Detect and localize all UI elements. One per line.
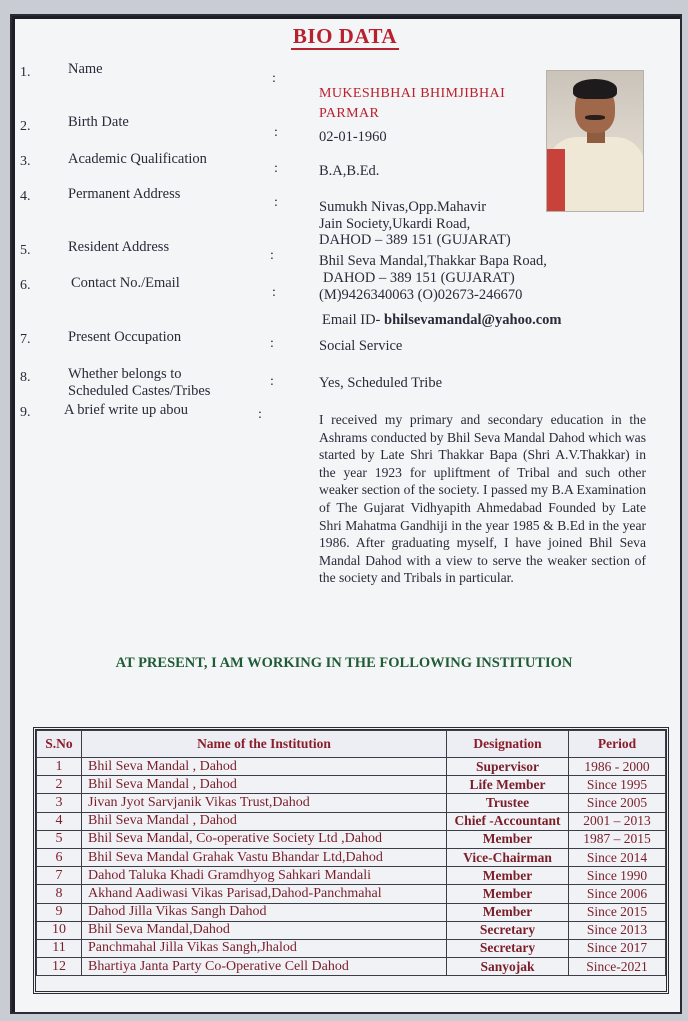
cell-designation: Vice-Chairman (447, 848, 569, 866)
cell-designation: Trustee (447, 794, 569, 812)
col-header-designation: Designation (447, 731, 569, 758)
table-row (37, 812, 666, 830)
cell-sno: 2 (37, 776, 82, 794)
cell-institution: Bhil Seva Mandal , Dahod (82, 812, 447, 830)
cell-period: Since 2014 (569, 848, 666, 866)
cell-sno: 12 (37, 958, 82, 976)
cell-institution: Dahod Taluka Khadi Gramdhyog Sahkari Mandali (82, 867, 447, 885)
institutions-table (33, 727, 669, 994)
table-row (37, 903, 666, 921)
cell-institution: Akhand Aadiwasi Vikas Parisad,Dahod-Panchmahal (82, 885, 447, 903)
cell-sno: 4 (37, 812, 82, 830)
cell-institution: Bhil Seva Mandal , Dahod (82, 776, 447, 794)
cell-sno: 3 (37, 794, 82, 812)
cell-period: Since 2013 (569, 921, 666, 939)
cell-designation: Supervisor (447, 758, 569, 776)
cell-designation: Member (447, 867, 569, 885)
page-title: BIO DATA (292, 24, 398, 48)
cell-period: Since 1995 (569, 776, 666, 794)
email-value: bhilsevamandal@yahoo.com (384, 312, 562, 328)
cell-sno: 8 (37, 885, 82, 903)
table-row (37, 885, 666, 903)
name-value: MUKESHBHAI BHIMJIBHAI PARMAR (319, 86, 506, 121)
cell-period: 2001 – 2013 (569, 812, 666, 830)
institutions-heading: AT PRESENT, I AM WORKING IN THE FOLLOWING INSTITUTION (115, 655, 573, 671)
cell-period: 1987 – 2015 (569, 830, 666, 848)
cell-designation: Chief -Accountant (447, 812, 569, 830)
table-row (37, 758, 666, 776)
cell-institution: Dahod Jilla Vikas Sangh Dahod (82, 903, 447, 921)
table-row (37, 776, 666, 794)
cell-sno: 6 (37, 848, 82, 866)
brief-text: I received my primary and secondary education in the Ashrams conducted by Bhil Seva Mandal Dahod which was started by Late Shri Thakkar Bapa (Shri A.V.Thakkar) in the year 1923 for upliftment of Tribal and such other weaker section of the society. I passed my B.A Examination of The Gujarat Vidhyapith Ahmedabad Founded by Late Shri Mahatma Gandhiji in the year 1985 & B.Ed in the year 1986. After graduating myself, I have joined Bhil Seva Mandal Dahod with a view to serve the weaker section of the society and Tribals in particular. (319, 412, 646, 586)
table-row (37, 921, 666, 939)
cell-institution: Bhil Seva Mandal Grahak Vastu Bhandar Ltd,Dahod (82, 848, 447, 866)
cell-institution: Bhil Seva Mandal, Co-operative Society Ltd ,Dahod (82, 830, 447, 848)
cell-sno: 10 (37, 921, 82, 939)
table-row (37, 939, 666, 957)
cell-designation: Secretary (447, 921, 569, 939)
cell-period: Since 2005 (569, 794, 666, 812)
cell-designation: Member (447, 830, 569, 848)
cell-sno: 5 (37, 830, 82, 848)
cell-institution: Bhil Seva Mandal,Dahod (82, 921, 447, 939)
cell-period: Since 2017 (569, 939, 666, 957)
profile-photo (546, 70, 644, 212)
cell-sno: 9 (37, 903, 82, 921)
cell-designation: Member (447, 903, 569, 921)
cell-period: Since-2021 (569, 958, 666, 976)
cell-period: Since 1990 (569, 867, 666, 885)
cell-period: Since 2006 (569, 885, 666, 903)
col-header-institution: Name of the Institution (82, 731, 447, 758)
table-row (37, 830, 666, 848)
cell-sno: 1 (37, 758, 82, 776)
cell-designation: Life Member (447, 776, 569, 794)
col-header-sno: S.No (37, 731, 82, 758)
table-row (37, 848, 666, 866)
cell-sno: 7 (37, 867, 82, 885)
cell-designation: Sanyojak (447, 958, 569, 976)
cell-institution: Jivan Jyot Sarvjanik Vikas Trust,Dahod (82, 794, 447, 812)
cell-period: 1986 - 2000 (569, 758, 666, 776)
cell-designation: Member (447, 885, 569, 903)
table-row (37, 794, 666, 812)
cell-institution: Panchmahal Jilla Vikas Sangh,Jhalod (82, 939, 447, 957)
table-header-row (37, 731, 666, 758)
table-row (37, 867, 666, 885)
table-row (37, 958, 666, 976)
col-header-period: Period (569, 731, 666, 758)
cell-institution: Bhil Seva Mandal , Dahod (82, 758, 447, 776)
cell-sno: 11 (37, 939, 82, 957)
cell-designation: Secretary (447, 939, 569, 957)
field-label: Name (68, 61, 103, 77)
cell-period: Since 2015 (569, 903, 666, 921)
cell-institution: Bhartiya Janta Party Co-Operative Cell Dahod (82, 958, 447, 976)
